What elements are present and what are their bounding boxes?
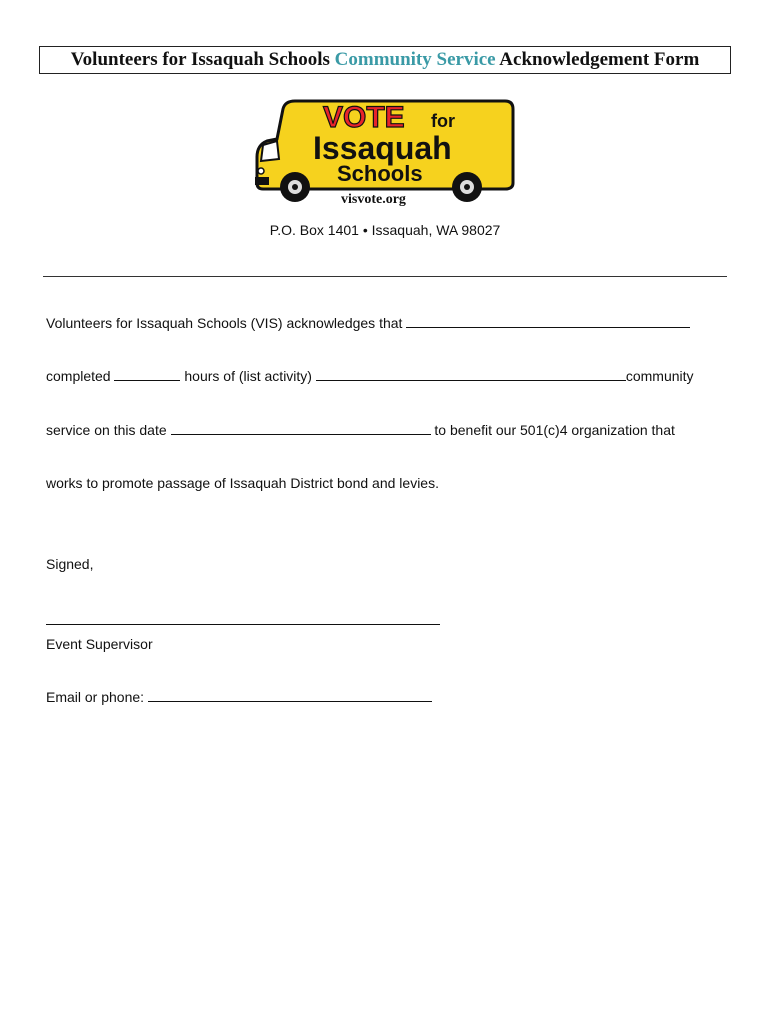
logo-url: visvote.org [341,192,406,207]
community-text: community [625,368,694,384]
contact-line [46,689,432,705]
email-phone-label: Email or phone: [46,689,145,705]
title-part2: Acknowledgement Form [499,49,700,70]
body-line-1 [46,315,690,331]
header-divider [43,276,727,277]
email-phone-blank[interactable] [148,689,432,702]
logo-issaquah: Issaquah [313,130,452,166]
logo-for: for [431,111,455,131]
service-date-text: service on this date [46,422,167,438]
body-line-3 [46,422,675,438]
title-part1: Volunteers for Issaquah Schools [70,49,330,70]
date-blank[interactable] [171,422,431,435]
event-supervisor-label: Event Supervisor [46,636,153,652]
body-line-4: works to promote passage of Issaquah District bond and levies. [46,475,439,491]
acknowledgement-text: Volunteers for Issaquah Schools (VIS) acknowledges that [46,315,403,331]
logo-vote: VOTE [323,101,405,134]
logo-schools: Schools [337,161,423,186]
vote-for-issaquah-schools-logo [253,97,518,209]
volunteer-name-blank[interactable] [406,315,690,328]
hours-blank[interactable] [114,368,180,381]
benefit-text: to benefit our 501(c)4 organization that [434,422,675,438]
completed-text: completed [46,368,111,384]
activity-blank[interactable] [316,368,626,381]
signed-label: Signed, [46,556,94,572]
signature-line[interactable] [46,624,440,625]
hours-of-text: hours of (list activity) [184,368,312,384]
form-title [39,46,731,74]
body-line-2 [46,368,694,384]
mailing-address: P.O. Box 1401 • Issaquah, WA 98027 [269,222,501,238]
title-accent: Community Service [334,49,496,70]
